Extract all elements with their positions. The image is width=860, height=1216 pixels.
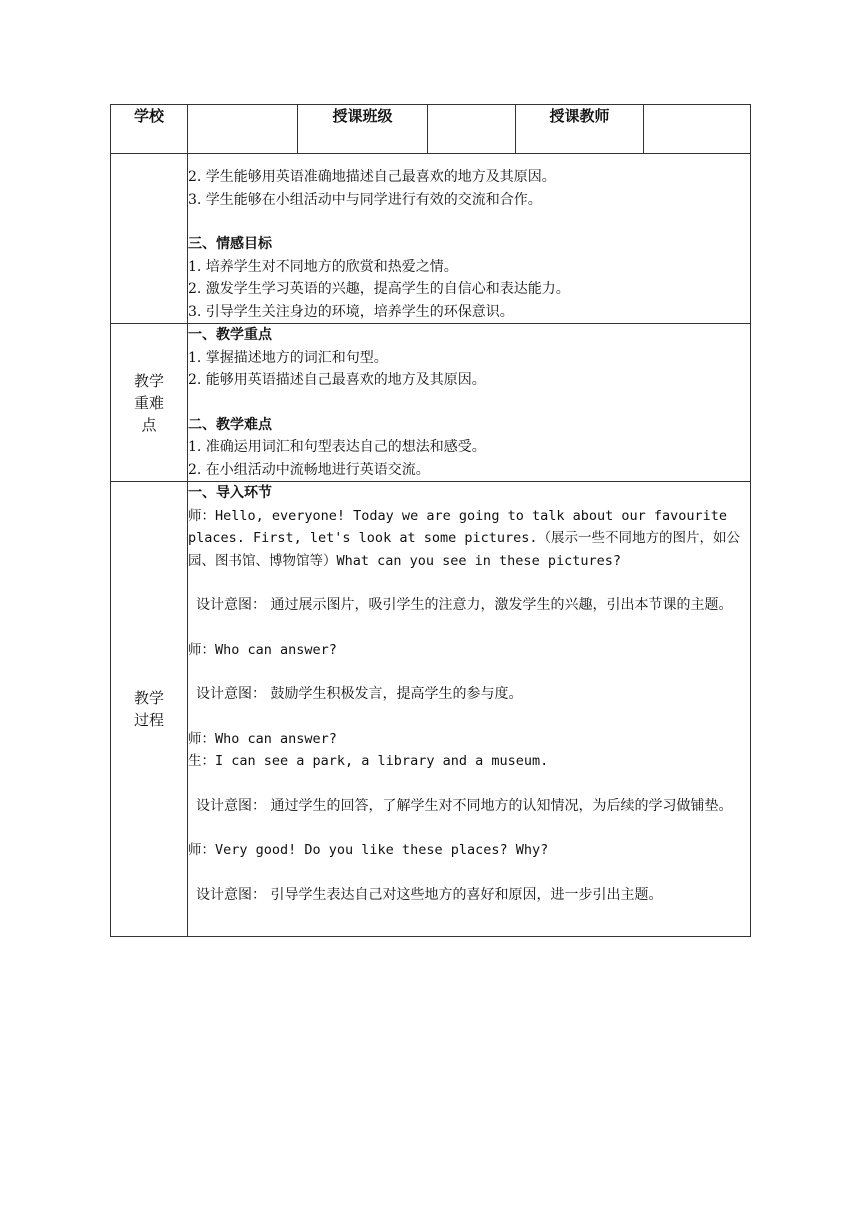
key-points-label: 教学 重难 点 bbox=[111, 324, 188, 482]
teaching-difficulty-title: 二、教学难点 bbox=[188, 416, 272, 433]
teacher-line: 师：Very good! Do you like these places? Why? bbox=[188, 842, 549, 858]
key-points-row bbox=[111, 324, 751, 482]
teacher-line: 师：Who can answer? bbox=[188, 641, 337, 658]
teacher-line: 师：Who can answer? bbox=[188, 730, 337, 747]
teacher-line: 师：Hello, everyone! Today we are going to talk about our favourite places. First, let's look at some pictures.（展示一些不同地方的图片，如公园、图书馆、博物馆等）What can you see in these pictures? bbox=[188, 507, 740, 569]
student-line: 生：I can see a park, a library and a museum. bbox=[188, 753, 549, 769]
school-label: 学校 bbox=[111, 105, 188, 154]
design-intent: 设计意图： 通过学生的回答，了解学生对不同地方的认知情况，为后续的学习做铺垫。 bbox=[196, 797, 733, 814]
intro-section-title: 一、导入环节 bbox=[188, 485, 272, 501]
process-label: 教学 过程 bbox=[111, 482, 188, 937]
process-content bbox=[188, 482, 751, 937]
design-intent: 设计意图： 鼓励学生积极发言，提高学生的参与度。 bbox=[196, 686, 523, 702]
teacher-label: 授课教师 bbox=[516, 105, 644, 154]
objective-item: 2. 学生能够用英语准确地描述自己最喜欢的地方及其原因。 bbox=[188, 169, 556, 185]
header-row bbox=[111, 105, 751, 154]
design-intent: 设计意图： 通过展示图片，吸引学生的注意力，激发学生的兴趣，引出本节课的主题。 bbox=[196, 597, 733, 613]
class-value bbox=[428, 105, 516, 154]
difficulty-item: 2. 在小组活动中流畅地进行英语交流。 bbox=[188, 461, 430, 478]
school-value bbox=[188, 105, 298, 154]
class-label: 授课班级 bbox=[298, 105, 428, 154]
teacher-value bbox=[644, 105, 751, 154]
process-row bbox=[111, 482, 751, 937]
objectives-label-cell bbox=[111, 154, 188, 324]
emotion-goals-title: 三、情感目标 bbox=[188, 236, 272, 252]
emotion-goal-item: 2. 激发学生学习英语的兴趣，提高学生的自信心和表达能力。 bbox=[188, 281, 570, 297]
objectives-content bbox=[188, 154, 751, 324]
emotion-goal-item: 1. 培养学生对不同地方的欣赏和热爱之情。 bbox=[188, 258, 458, 275]
design-intent: 设计意图： 引导学生表达自己对这些地方的喜好和原因，进一步引出主题。 bbox=[196, 886, 663, 903]
objective-item: 3. 学生能够在小组活动中与同学进行有效的交流和合作。 bbox=[188, 191, 542, 208]
lesson-plan-table bbox=[110, 104, 751, 937]
difficulty-item: 1. 准确运用词汇和句型表达自己的想法和感受。 bbox=[188, 439, 486, 455]
objectives-row bbox=[111, 154, 751, 324]
key-points-content bbox=[188, 324, 751, 482]
emotion-goal-item: 3. 引导学生关注身边的环境，培养学生的环保意识。 bbox=[188, 303, 514, 320]
teaching-focus-title: 一、教学重点 bbox=[188, 327, 272, 343]
focus-item: 2. 能够用英语描述自己最喜欢的地方及其原因。 bbox=[188, 372, 486, 388]
focus-item: 1. 掌握描述地方的词汇和句型。 bbox=[188, 349, 388, 366]
